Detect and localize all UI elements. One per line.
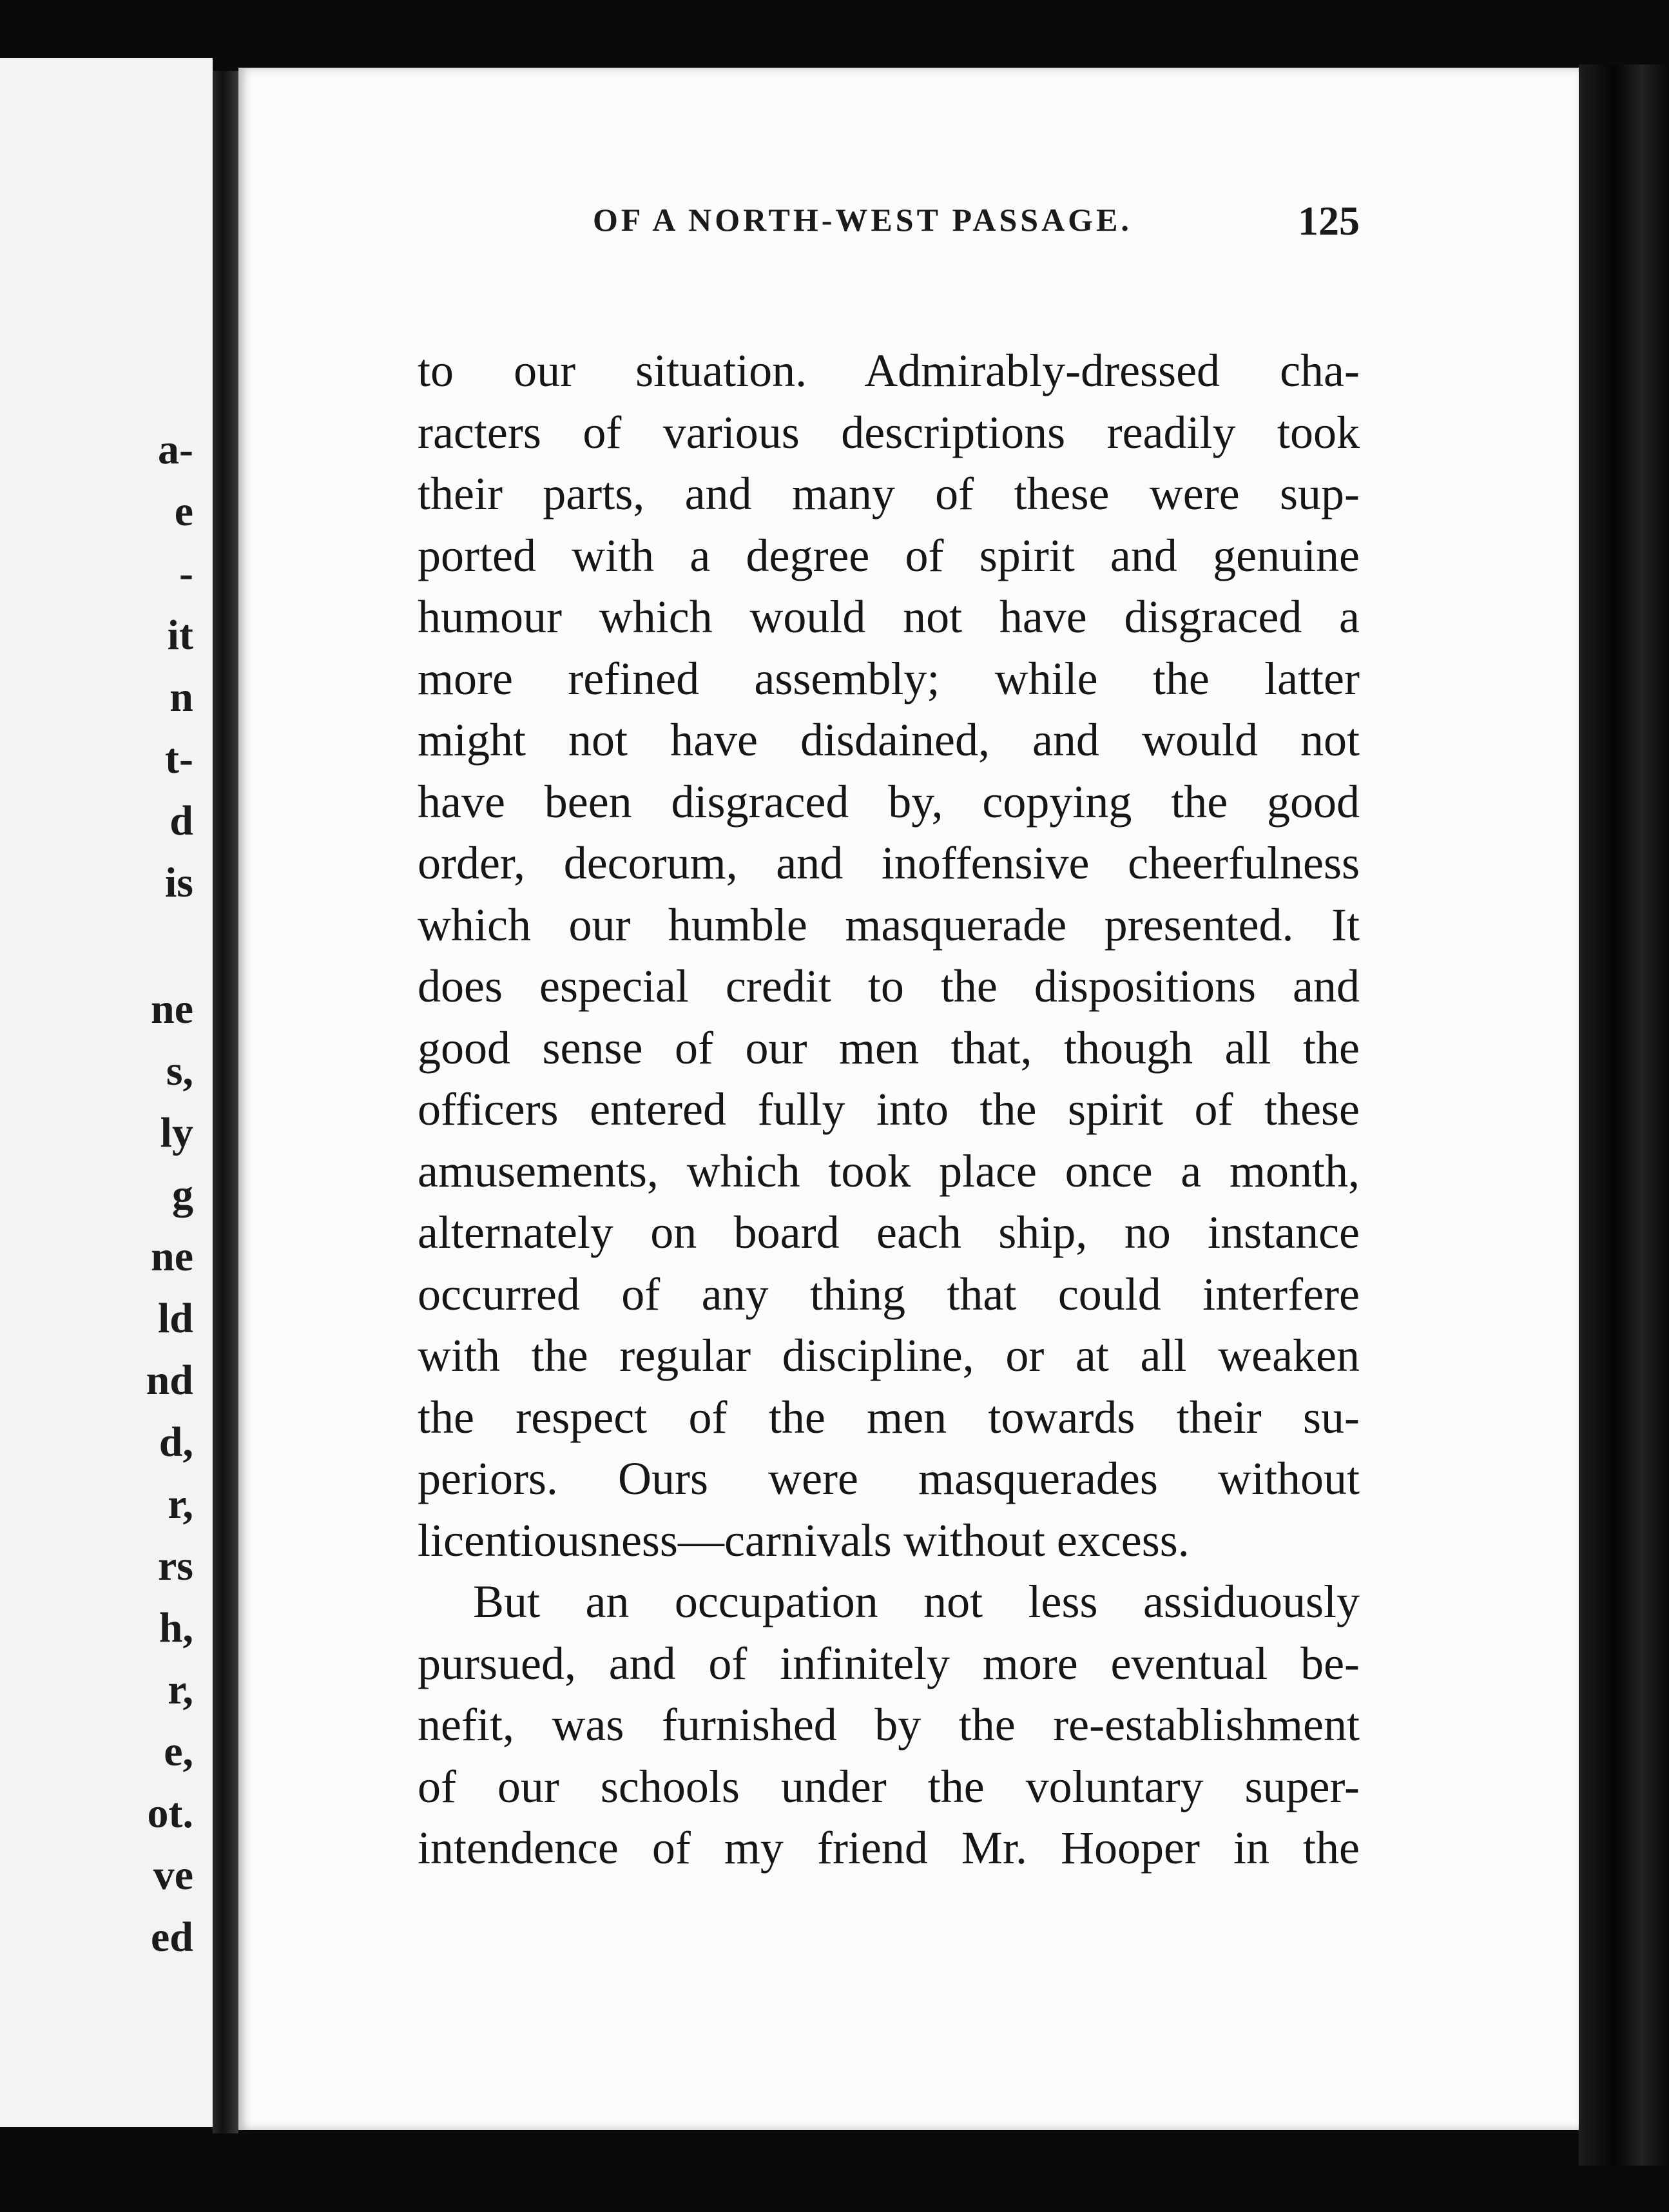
- page-number: 125: [1298, 198, 1360, 244]
- text-line: intendence of my friend Mr. Hooper in the: [418, 1822, 1360, 1874]
- edge-fragment: d: [169, 797, 193, 844]
- text-line: But an occupation not less assiduously: [473, 1576, 1360, 1627]
- edge-fragment: g: [172, 1171, 193, 1218]
- edge-fragment: h,: [159, 1604, 193, 1651]
- text-line: pursued, and of infinitely more eventual be-: [418, 1637, 1360, 1689]
- text-line: racters of various descriptions readily took: [418, 406, 1360, 458]
- edge-fragment: n: [169, 674, 193, 721]
- previous-page-text-edge: [146, 419, 193, 1968]
- text-line: to our situation. Admirably-dressed cha-: [418, 345, 1360, 396]
- text-line: does especial credit to the dispositions and: [418, 960, 1360, 1012]
- edge-fragment: ve: [153, 1852, 193, 1899]
- edge-fragment: rs: [158, 1542, 193, 1589]
- edge-fragment: ld: [157, 1295, 193, 1342]
- edge-fragment: nd: [146, 1357, 193, 1404]
- text-line: the respect of the men towards their su-: [418, 1391, 1360, 1443]
- edge-fragment: ed: [151, 1914, 193, 1961]
- text-line: their parts, and many of these were sup-: [418, 468, 1360, 519]
- edge-fragment: s,: [166, 1047, 193, 1094]
- text-line: which our humble masquerade presented. It: [418, 898, 1360, 951]
- edge-fragment: a-: [158, 426, 193, 473]
- edge-fragment: ne: [151, 1233, 193, 1280]
- running-title: OF A NORTH-WEST PASSAGE.: [593, 202, 1132, 238]
- running-head: [361, 198, 1360, 253]
- text-line: with the regular discipline, or at all weaken: [418, 1330, 1360, 1381]
- text-line: order, decorum, and inoffensive cheerfulness: [418, 837, 1360, 889]
- edge-gap: [146, 914, 193, 978]
- page-edge-shadow: [1579, 64, 1669, 2166]
- text-line: of our schools under the voluntary super-: [418, 1760, 1360, 1812]
- text-line: alternately on board each ship, no instance: [418, 1207, 1360, 1258]
- text-line: might not have disdained, and would not: [418, 714, 1360, 766]
- text-line: ported with a degree of spirit and genuine: [418, 529, 1360, 581]
- text-line: have been disgraced by, copying the good: [418, 775, 1360, 828]
- text-line: licentiousness—carnivals without excess.: [418, 1514, 1190, 1566]
- edge-fragment: e: [174, 488, 193, 535]
- text-line: humour which would not have disgraced a: [418, 591, 1360, 643]
- edge-fragment: e,: [164, 1728, 193, 1775]
- text-line: periors. Ours were masquerades without: [418, 1453, 1360, 1504]
- edge-fragment: d,: [159, 1419, 193, 1466]
- text-line: occurred of any thing that could interfere: [418, 1268, 1360, 1320]
- edge-fragment: is: [164, 859, 193, 906]
- edge-fragment: t-: [165, 735, 193, 782]
- edge-fragment: ne: [151, 985, 193, 1033]
- edge-fragment: r,: [168, 1666, 193, 1713]
- previous-page-fragment: [0, 58, 213, 2127]
- edge-fragment: -: [179, 550, 193, 597]
- edge-fragment: it: [167, 612, 193, 659]
- book-gutter: [213, 71, 238, 2133]
- edge-fragment: ly: [160, 1109, 193, 1156]
- edge-fragment: ot.: [147, 1790, 193, 1837]
- text-line: more refined assembly; while the latter: [418, 652, 1360, 704]
- text-line: good sense of our men that, though all the: [418, 1022, 1360, 1074]
- body-text: [418, 340, 1360, 1879]
- text-line: amusements, which took place once a month,: [418, 1145, 1360, 1197]
- edge-fragment: r,: [168, 1480, 193, 1528]
- text-line: nefit, was furnished by the re-establishment: [418, 1699, 1360, 1751]
- text-line: officers entered fully into the spirit of these: [418, 1083, 1360, 1135]
